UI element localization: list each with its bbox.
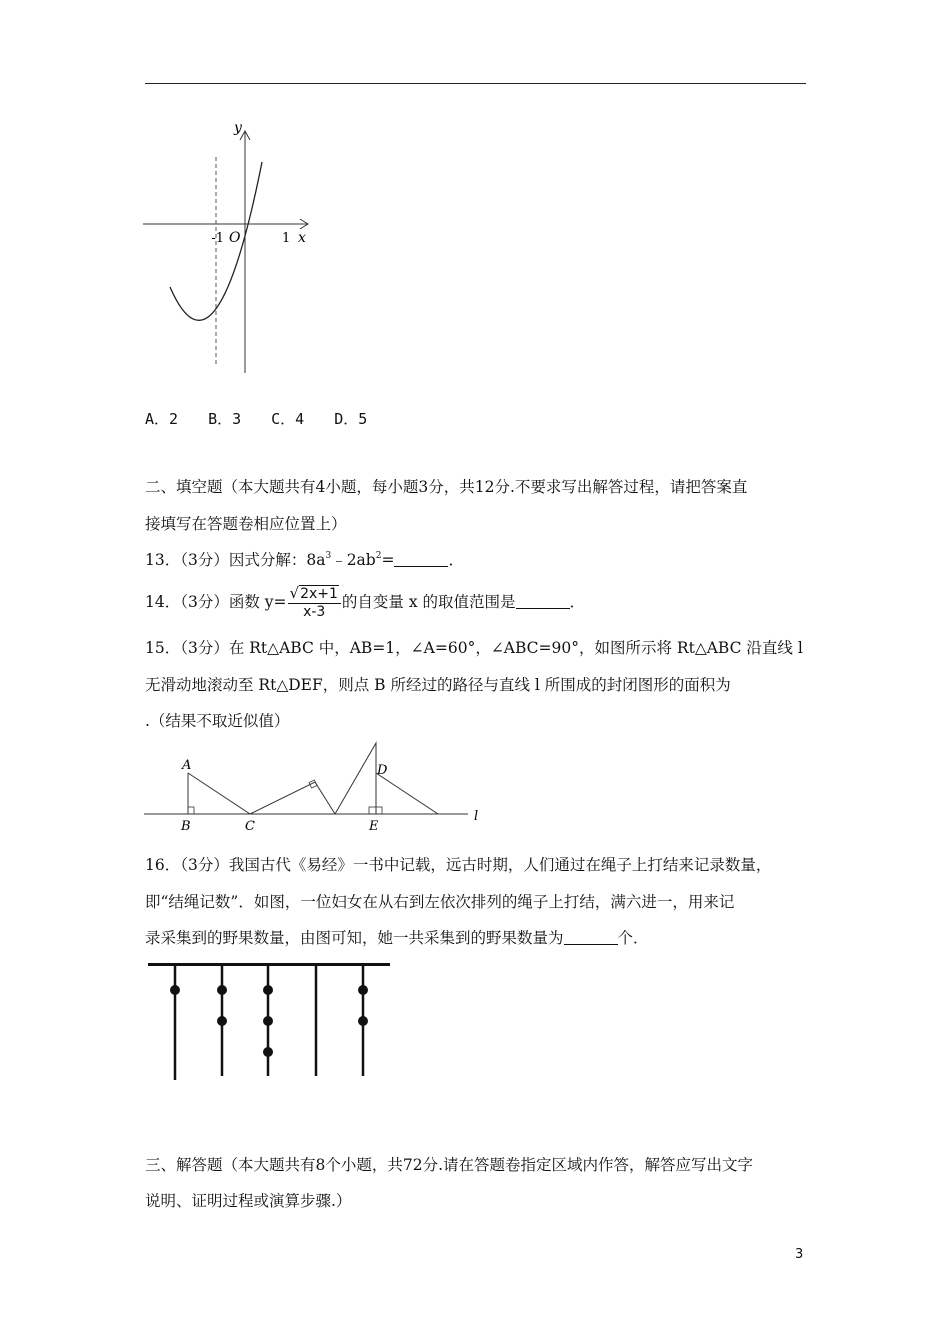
label-A: A <box>182 758 192 773</box>
question-16-line3 <box>145 928 649 948</box>
choice-b: B．3 <box>208 410 242 428</box>
question-16-line2: 即“结绳记数”．如图，一位妇女在从右到左依次排列的绳子上打结，满六进一，用来记 <box>145 893 735 911</box>
question-15-line3: .（结果不取近似值） <box>145 712 290 730</box>
choice-d: D．5 <box>334 410 368 428</box>
section2-heading-line2: 接填写在答题卷相应位置上） <box>145 515 347 533</box>
question-14 <box>145 584 585 621</box>
q13-exp2: 2 <box>375 551 382 561</box>
knot <box>217 985 227 995</box>
q13-eq: = <box>381 551 395 569</box>
label-l: l <box>474 809 479 824</box>
question-16-line1: 16．（3分）我国古代《易经》一书中记载，远古时期，人们通过在绳子上打结来记录数量， <box>145 856 772 874</box>
header-rule <box>145 83 806 84</box>
q14-suffix: ． <box>569 593 586 611</box>
sqrt-sign-icon: √ <box>289 584 300 602</box>
q14-fraction <box>288 585 341 621</box>
question-15-line1: 15．（3分）在 Rt△ABC 中，AB=1，∠A=60°，∠ABC=90°，如图所示将 Rt△ABC 沿直线 l <box>145 639 803 657</box>
q16-answer-blank <box>564 930 618 945</box>
q13-exp1: 3 <box>325 551 332 561</box>
label-E: E <box>369 819 379 833</box>
q14-numerator: 2x+1 <box>300 586 338 602</box>
section3-heading-line2: 说明、证明过程或演算步骤.） <box>145 1192 352 1210</box>
q14-answer-blank <box>516 594 570 609</box>
question-13 <box>145 550 464 570</box>
knot <box>217 1016 227 1026</box>
parabola-graph <box>140 115 330 380</box>
knotted-ropes-figure <box>145 958 395 1083</box>
q16-line3-prefix: 录采集到的野果数量，由图可知，她一共采集到的野果数量为 <box>145 929 564 947</box>
knot <box>263 1047 273 1057</box>
q13-suffix: ． <box>448 551 464 569</box>
q14-prefix: 14．（3分）函数 y= <box>145 593 287 611</box>
label-D: D <box>377 763 388 778</box>
choice-c: C．4 <box>271 410 305 428</box>
tick-1-label: 1 <box>282 231 291 246</box>
answer-choices <box>145 409 397 429</box>
knot <box>358 985 368 995</box>
tick-neg1-label: -1 <box>211 231 224 246</box>
rolling-triangle-figure <box>140 738 490 833</box>
x-axis-label: x <box>298 230 306 246</box>
page-number: 3 <box>795 1247 804 1262</box>
label-C: C <box>245 819 255 833</box>
knot <box>263 1016 273 1026</box>
q13-answer-blank <box>394 552 448 567</box>
knot <box>263 985 273 995</box>
q13-mid: ﹣2ab <box>331 551 376 569</box>
q16-line3-suffix: 个． <box>617 929 649 947</box>
section3-heading-line1: 三、解答题（本大题共有8个小题，共72分.请在答题卷指定区域内作答，解答应写出文字 <box>145 1156 754 1174</box>
question-15-line2: 无滑动地滚动至 Rt△DEF，则点 B 所经过的路径与直线 l 所围成的封闭图形的面积为 <box>145 676 731 694</box>
choice-a: A．2 <box>145 410 179 428</box>
y-axis-label: y <box>234 120 242 136</box>
q13-prefix: 13．（3分）因式分解：8a <box>145 551 326 569</box>
q14-denominator: x-3 <box>303 604 326 620</box>
origin-label: O <box>229 230 241 246</box>
knot <box>358 1016 368 1026</box>
q14-mid: 的自变量 x 的取值范围是 <box>341 593 516 611</box>
section2-heading-line1: 二、填空题（本大题共有4小题，每小题3分，共12分.不要求写出解答过程，请把答案直 <box>145 478 748 496</box>
knot <box>170 985 180 995</box>
label-B: B <box>181 819 191 833</box>
